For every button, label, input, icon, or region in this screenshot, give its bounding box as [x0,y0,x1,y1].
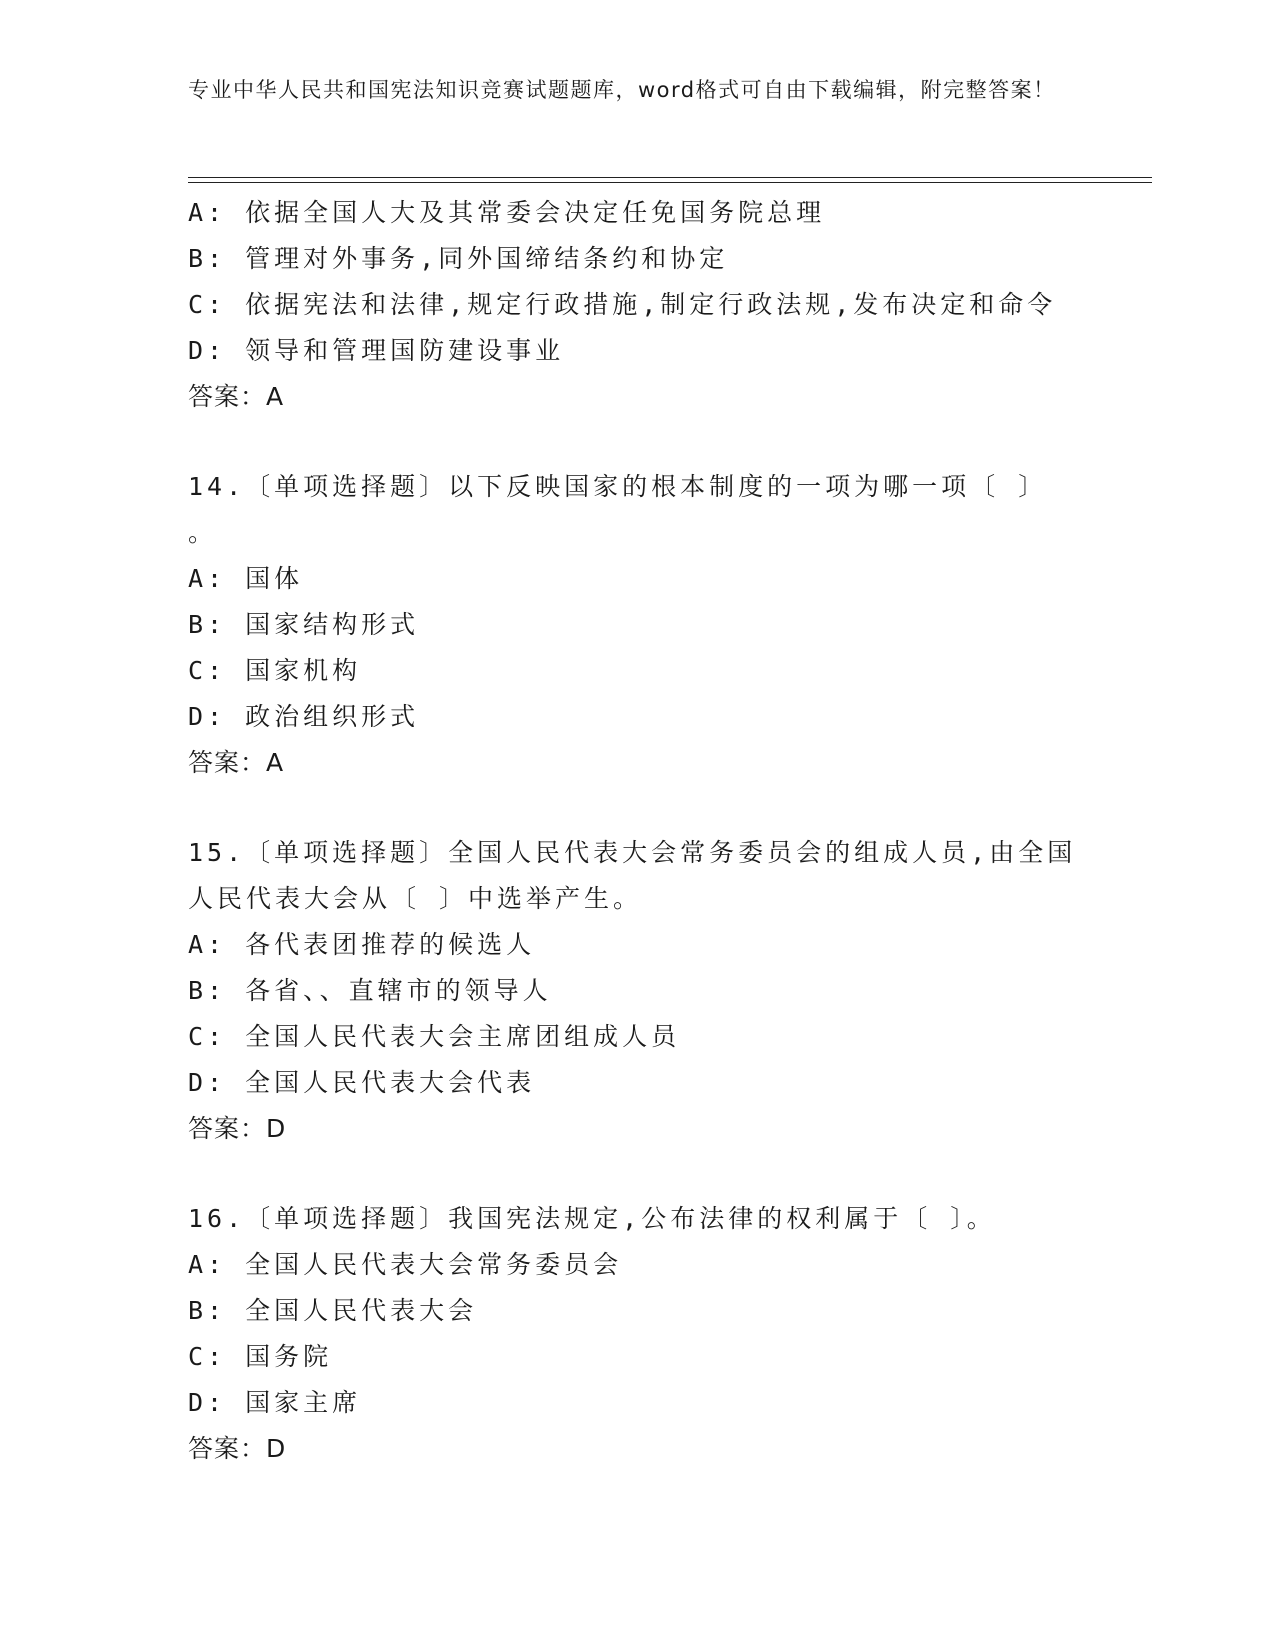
option-c: C: 依据宪法和法律,规定行政措施,制定行政法规,发布决定和命令 [188,290,1057,319]
document-header: 专业中华人民共和国宪法知识竞赛试题题库，word格式可自由下载编辑，附完整答案！ [188,78,1056,102]
option-b: B: 全国人民代表大会 [188,1296,478,1325]
option-d: D: 领导和管理国防建设事业 [188,336,565,365]
option-a: A: 全国人民代表大会常务委员会 [188,1250,623,1279]
question-content [188,190,1088,1472]
option-c: C: 国家机构 [188,656,362,685]
option-d: D: 国家主席 [188,1388,362,1417]
option-d: D: 全国人民代表大会代表 [188,1068,536,1097]
question-16 [188,1196,1088,1472]
answer-line: 答案：A [188,382,285,411]
question-stem-continuation: 。 [188,518,218,547]
question-stem: 15.〔单项选择题〕全国人民代表大会常务委员会的组成人员,由全国 [188,838,1077,867]
question-stem: 16.〔单项选择题〕我国宪法规定,公布法律的权利属于〔 〕。 [188,1204,996,1233]
option-b: B: 各省、、直辖市的领导人 [188,976,552,1005]
option-b: B: 国家结构形式 [188,610,420,639]
option-c: C: 国务院 [188,1342,333,1371]
option-c: C: 全国人民代表大会主席团组成人员 [188,1022,681,1051]
header-rule-top [188,177,1152,178]
answer-line: 答案：A [188,748,285,777]
question-stem: 14.〔单项选择题〕以下反映国家的根本制度的一项为哪一项〔 〕 [188,472,1048,501]
question-14 [188,464,1088,786]
question-13-tail [188,190,1088,420]
answer-line: 答案：D [188,1434,287,1463]
option-d: D: 政治组织形式 [188,702,420,731]
option-b: B: 管理对外事务,同外国缔结条约和协定 [188,244,729,273]
question-stem-continuation: 人民代表大会从〔 〕中选举产生。 [188,884,643,913]
answer-line: 答案：D [188,1114,287,1143]
header-rule-bottom [188,182,1152,183]
option-a: A: 国体 [188,564,304,593]
option-a: A: 各代表团推荐的候选人 [188,930,536,959]
question-15 [188,830,1088,1152]
option-a: A: 依据全国人大及其常委会决定任免国务院总理 [188,198,826,227]
